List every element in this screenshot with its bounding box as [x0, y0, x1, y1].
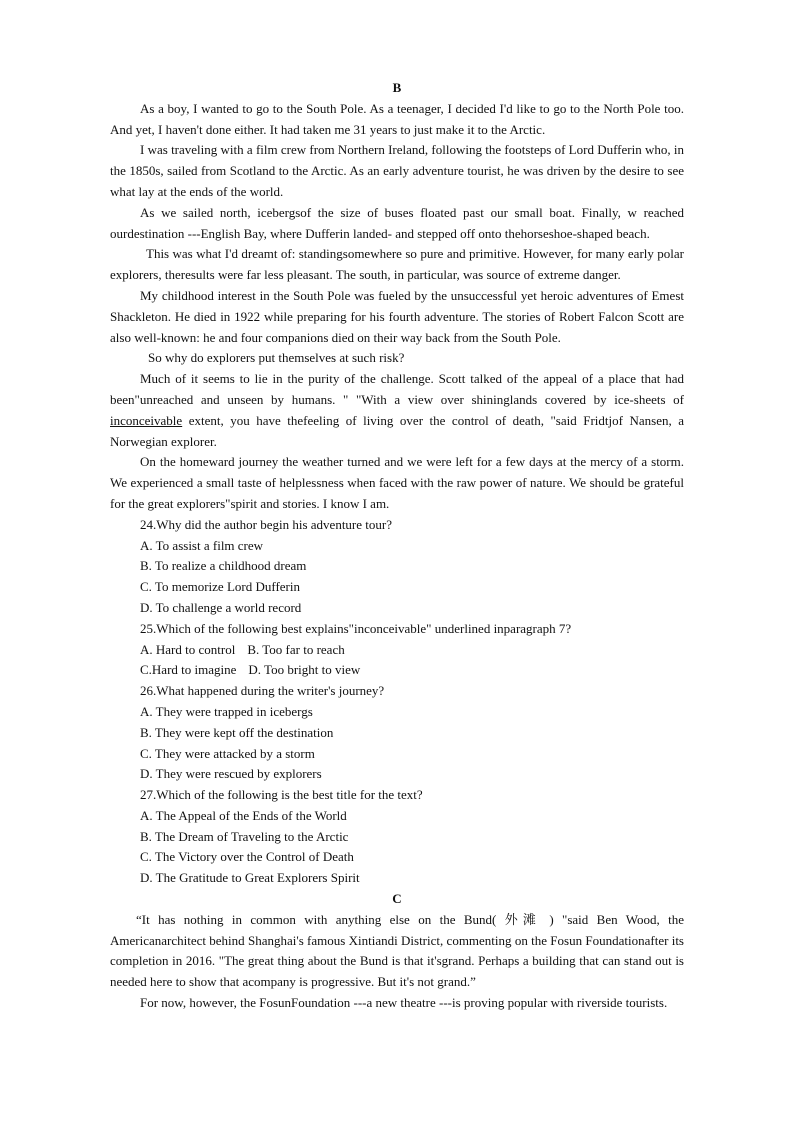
section-c-paragraph-1: “It has nothing in common with anything else on the Bund( 外滩 ) "said Ben Wood, the Americanarchitect behind Shanghai's famous Xintiandi District, commenting on the Fosun Foundationafter its completion in 2016. "The great thing about the Bund is that it'sgrand. Perhaps a building that can stand out is needed here to show that acompany is progressive. But it's not grand.”	[110, 911, 684, 990]
question-25-option-a: A. Hard to control	[140, 641, 236, 657]
question-27: 27.Which of the following is the best title for the text?	[140, 787, 423, 803]
question-25: 25.Which of the following best explains"inconceivable" underlined inparagraph 7?	[140, 620, 572, 636]
question-25-option-b: B. Too far to reach	[247, 641, 345, 657]
question-25-options-cd	[110, 660, 684, 681]
inconceivable-underlined: inconceivable	[110, 412, 183, 428]
paragraph-3: As we sailed north, icebergsof the size of buses floated past our small boat. Finally, w reached ourdestination ---English Bay, where Dufferin landed- and stepped off onto thehorseshoe-shaped beach.	[110, 204, 684, 241]
paragraph-2: I was traveling with a film crew from Northern Ireland, following the footsteps of Lord Dufferin who, in the 1850s, sailed from Scotland to the Arctic. As an early adventure tourist, he was driven by the desire to see what lay at the ends of the world.	[110, 142, 684, 199]
paragraph-4: This was what I'd dreamt of: standingsomewhere so pure and primitive. However, for many early polar explorers, theresults were far less pleasant. The south, in particular, was source of extreme danger.	[110, 246, 684, 283]
question-24-option-d: D. To challenge a world record	[140, 599, 302, 615]
section-c-heading: C	[392, 891, 402, 907]
question-27-option-b: B. The Dream of Traveling to the Arctic	[140, 828, 349, 844]
section-b-heading: B	[392, 80, 402, 95]
question-25-options-ab	[110, 640, 684, 661]
question-24-option-b: B. To realize a childhood dream	[140, 558, 307, 574]
paragraph-8: On the homeward journey the weather turned and we were left for a few days at the mercy of a storm. We experienced a small taste of helplessness when faced with the raw power of nature. We should be grateful for the great explorers"spirit and stories. I know I am.	[110, 454, 684, 511]
question-25-option-c: C.Hard to imagine	[140, 662, 237, 678]
question-27-option-d: D. The Gratitude to Great Explorers Spirit	[140, 870, 360, 886]
question-26-option-d: D. They were rescued by explorers	[140, 766, 322, 782]
question-26-option-b: B. They were kept off the destination	[140, 724, 334, 740]
question-24-option-c: C. To memorize Lord Dufferin	[140, 579, 300, 595]
paragraph-7-before: Much of it seems to lie in the purity of the challenge. Scott talked of the appeal of a place that had been"unreached and unseen by humans. " "With a view over shininglands covered by ice-sheets of	[110, 371, 684, 407]
question-27-option-a: A. The Appeal of the Ends of the World	[140, 807, 347, 823]
paragraph-7	[110, 369, 684, 452]
paragraph-7-after: extent, you have thefeeling of living over the control of death, "said Fridtjof Nansen, a Norwegian explorer.	[110, 412, 684, 449]
question-26: 26.What happened during the writer's journey?	[140, 683, 385, 699]
section-c-paragraph-2: For now, however, the FosunFoundation ---a new theatre ---is proving popular with riverside tourists.	[140, 995, 668, 1011]
question-24: 24.Why did the author begin his adventure tour?	[140, 516, 392, 532]
question-26-option-c: C. They were attacked by a storm	[140, 745, 315, 761]
question-26-option-a: A. They were trapped in icebergs	[140, 703, 313, 719]
document-page	[110, 78, 684, 1014]
question-24-option-a: A. To assist a film crew	[140, 537, 264, 553]
paragraph-5: My childhood interest in the South Pole was fueled by the unsuccessful yet heroic adventures of Emest Shackleton. He died in 1922 while preparing for his fourth adventure. The stories of Robert Falcon Scott are also well-known: he and four companions died on their way back from the South Pole.	[110, 287, 684, 345]
paragraph-1: As a boy, I wanted to go to the South Pole. As a teenager, I decided I'd like to go to the North Pole too. And yet, I haven't done either. It had taken me 31 years to just make it to the Arctic.	[110, 100, 684, 137]
paragraph-6: So why do explorers put themselves at such risk?	[148, 350, 405, 366]
question-27-option-c: C. The Victory over the Control of Death	[140, 849, 354, 865]
question-25-option-d: D. Too bright to view	[248, 662, 361, 678]
